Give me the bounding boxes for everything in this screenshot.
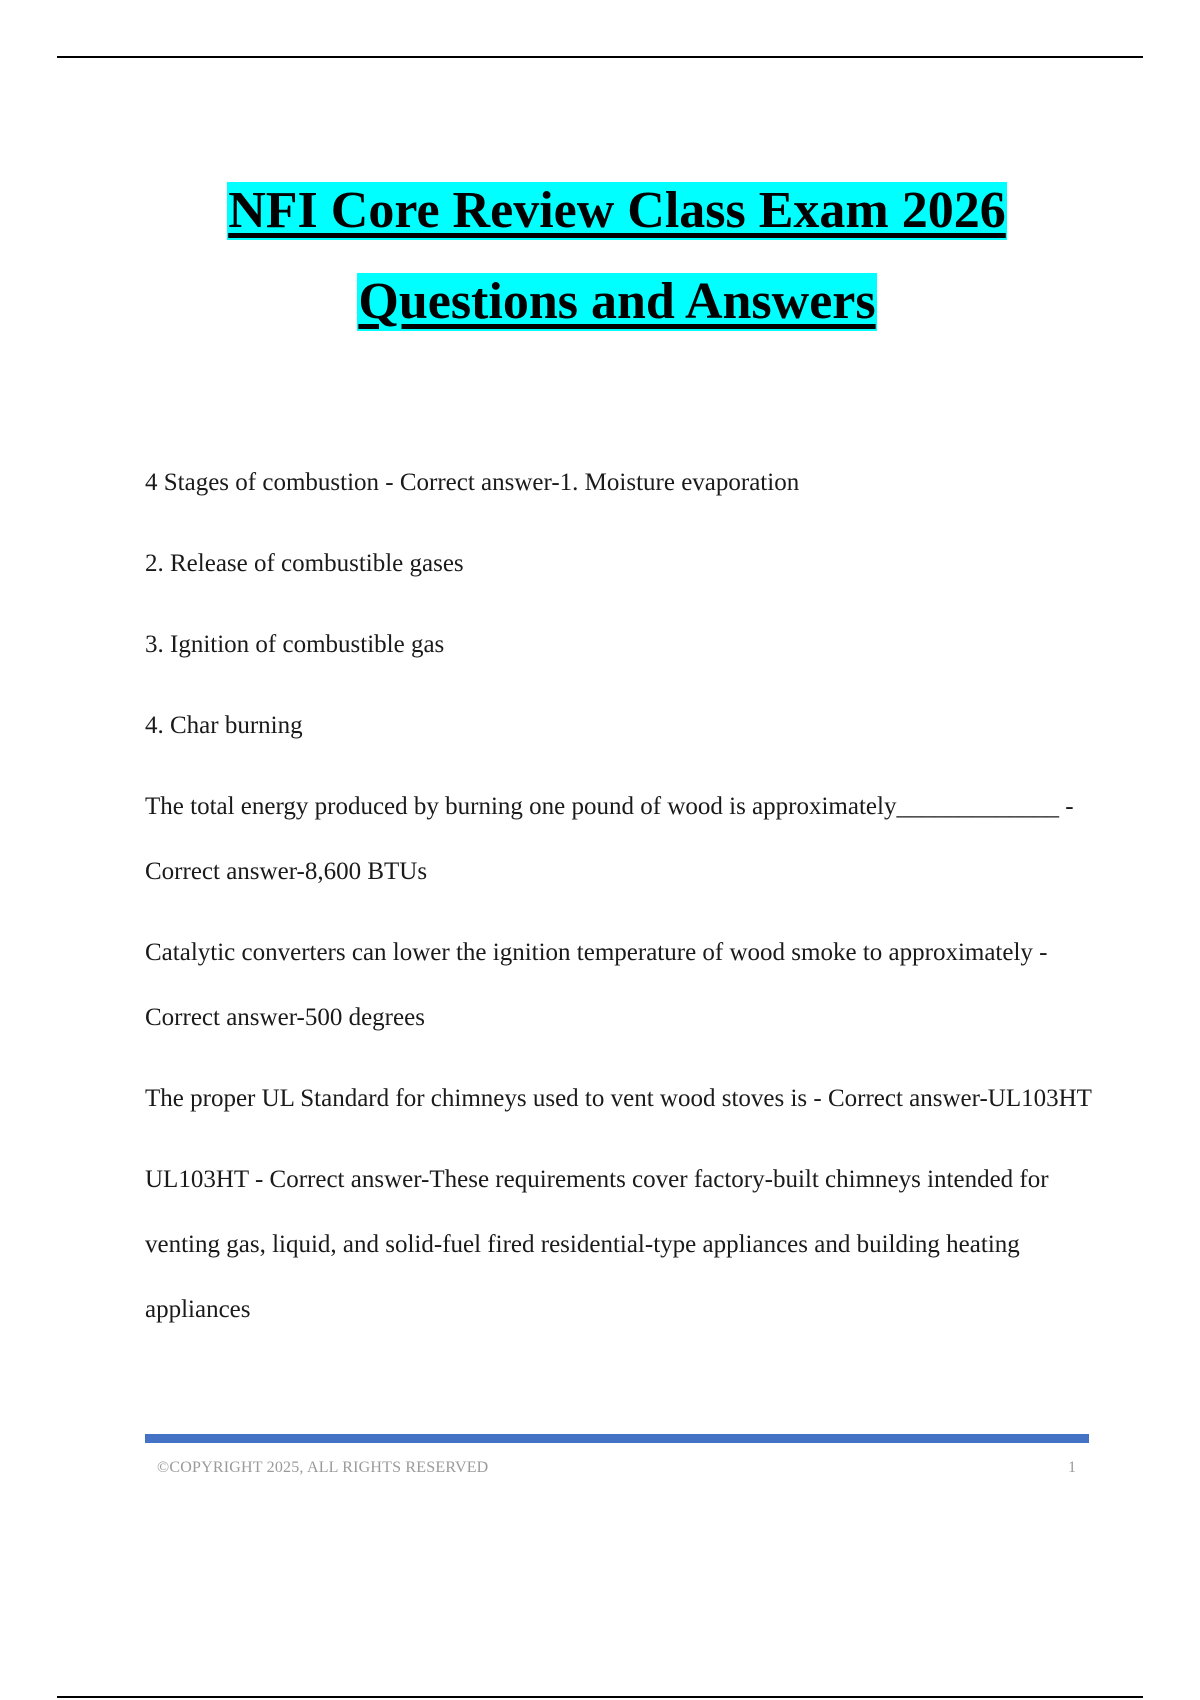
qa-paragraph: 2. Release of combustible gases xyxy=(145,550,464,577)
header-rule xyxy=(57,56,1143,58)
qa-paragraph: 4 Stages of combustion - Correct answer-1. Moisture evaporation xyxy=(145,469,800,496)
qa-paragraph: 4. Char burning xyxy=(145,712,303,739)
qa-paragraph: Catalytic converters can lower the ignition temperature of wood smoke to approximately - Correct answer-500 degrees xyxy=(145,939,1048,1031)
qa-paragraph: UL103HT - Correct answer-These requirements cover factory-built chimneys intended for venting gas, liquid, and solid-fuel fired residential-type appliances and building heating appliances xyxy=(145,1166,1049,1323)
qa-paragraph: 3. Ignition of combustible gas xyxy=(145,631,445,658)
qa-paragraph: The proper UL Standard for chimneys used to vent wood stoves is - Correct answer-UL103HT xyxy=(145,1085,1092,1112)
page-number: 1 xyxy=(1068,1459,1076,1476)
title-line-1: NFI Core Review Class Exam 2026 xyxy=(228,182,1006,239)
footer-bar xyxy=(145,1434,1089,1443)
footer-rule xyxy=(57,1696,1143,1698)
qa-paragraph: The total energy produced by burning one pound of wood is approximately_____________ - Correct answer-8,600 BTUs xyxy=(145,793,1074,885)
qa-content xyxy=(145,450,1095,1358)
title-line-2: Questions and Answers xyxy=(358,273,876,330)
document-title xyxy=(0,178,1200,331)
footer-copyright: ©COPYRIGHT 2025, ALL RIGHTS RESERVED xyxy=(157,1459,489,1476)
